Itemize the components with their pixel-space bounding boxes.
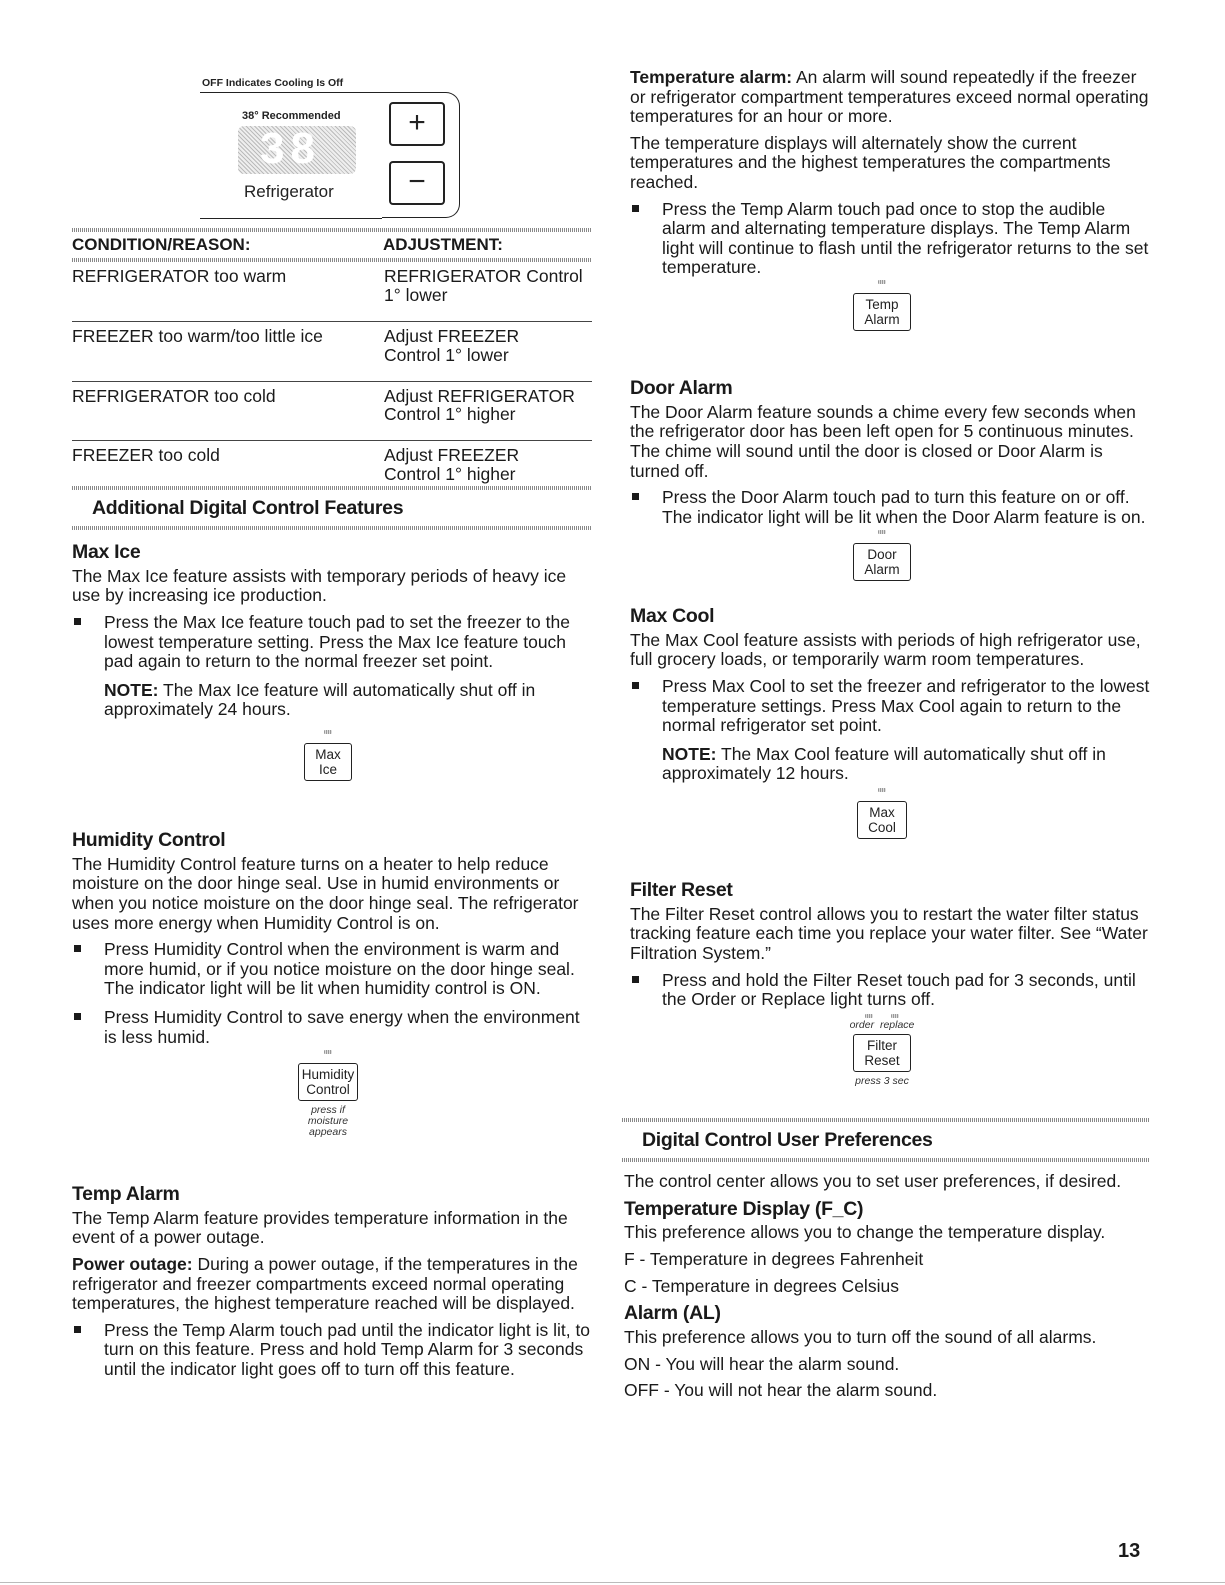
col-header-condition: CONDITION/REASON: [72, 235, 251, 254]
temp-alarm-continued [630, 68, 1150, 287]
celsius-line: C - Temperature in degrees Celsius [624, 1275, 899, 1296]
max-cool-section [630, 606, 1150, 791]
temperature-display-value: 38 [260, 124, 321, 173]
temperature-display-text: This preference allows you to change the temperature display. [624, 1222, 1106, 1243]
door-alarm-heading: Door Alarm [630, 377, 733, 399]
indicator-light-icon [878, 788, 886, 792]
max-ice-pad-group [288, 730, 368, 781]
indicator-light-icon [878, 530, 886, 534]
filter-reset-section [630, 880, 1150, 1019]
filter-reset-intro: The Filter Reset control allows you to restart the water filter status tracking feature each time you replace your water filter. See “Water Filtration System.” [630, 903, 1148, 964]
humidity-pad-group [280, 1050, 376, 1138]
max-ice-section [72, 542, 592, 727]
max-ice-note: NOTE: The Max Ice feature will automatically shut off in approximately 24 hours. [104, 679, 536, 720]
temp-alarm-intro: The Temp Alarm feature provides temperature information in the event of a power outage. [72, 1207, 568, 1248]
table-row: REFRIGERATOR too warm REFRIGERATOR Control 1° lower [72, 266, 583, 305]
list-item: Press and hold the Filter Reset touch pad for 3 seconds, until the Order or Replace light turns off. [630, 971, 1150, 1010]
bullet-icon [632, 976, 639, 983]
bullet-icon [74, 945, 81, 952]
door-alarm-section [630, 378, 1150, 536]
order-replace-labels: order replace [849, 1019, 915, 1031]
max-ice-button[interactable]: Max Ice [304, 743, 352, 781]
user-preferences-section [624, 1172, 1150, 1408]
recommended-label: 38° Recommended [242, 110, 341, 122]
bullet-icon [74, 618, 81, 625]
bottom-rule [0, 1582, 1225, 1583]
page-number: 13 [1118, 1540, 1141, 1562]
panel-caption-off: OFF Indicates Cooling Is Off [202, 77, 344, 89]
max-cool-button[interactable]: Max Cool [857, 801, 907, 839]
list-item: Press Humidity Control to save energy when the environment is less humid. [72, 1008, 592, 1047]
list-item: Press Humidity Control when the environment is warm and more humid, or if you notice moisture on the door hinge seal. The indicator light will be lit when humidity control is ON. [72, 940, 592, 999]
bullet-icon [74, 1013, 81, 1020]
filter-reset-pad-group [830, 1014, 934, 1087]
humidity-intro: The Humidity Control feature turns on a heater to help reduce moisture on the door hinge seal. Use in humid environments or when you notice moisture on the door hinge seal. The refrigerator uses more energy when Humidity Control is on. [72, 853, 579, 933]
humidity-heading: Humidity Control [72, 829, 226, 851]
refrigerator-control-panel [200, 78, 462, 220]
press-3-sec-caption: press 3 sec [855, 1075, 909, 1088]
indicator-light-icon [324, 1050, 332, 1054]
max-ice-intro: The Max Ice feature assists with temporary periods of heavy ice use by increasing ice production. [72, 565, 567, 606]
adjustment-table-body [72, 262, 592, 500]
list-item: Press Max Cool to set the freezer and refrigerator to the lowest temperature settings. Press Max Cool again to return to the normal refrigerator set point. [630, 677, 1150, 736]
bullet-icon [74, 1326, 81, 1333]
bullet-icon [632, 493, 639, 500]
max-cool-pad-group [842, 788, 922, 839]
humidity-section [72, 830, 592, 1056]
additional-features-header [72, 486, 592, 530]
list-item: Press the Door Alarm touch pad to turn this feature on or off. The indicator light will be lit when the Door Alarm feature is on. [630, 488, 1150, 527]
minus-button[interactable]: − [389, 161, 445, 205]
plus-button[interactable]: + [389, 102, 445, 146]
list-item: Press the Max Ice feature touch pad to set the freezer to the lowest temperature setting. Press the Max Ice feature touch pad again to return to the normal freezer set point. [72, 613, 592, 672]
door-alarm-button[interactable]: Door Alarm [853, 543, 910, 581]
max-cool-heading: Max Cool [630, 605, 715, 627]
alarm-on-line: ON - You will hear the alarm sound. [624, 1353, 900, 1374]
table-row: FREEZER too cold Adjust FREEZER Control 1° higher [72, 441, 592, 500]
bullet-icon [632, 682, 639, 689]
table-row: REFRIGERATOR too cold Adjust REFRIGERATOR Control 1° higher [72, 381, 592, 441]
filter-reset-button[interactable]: Filter Reset [853, 1034, 910, 1072]
max-cool-intro: The Max Cool feature assists with periods of high refrigerator use, full grocery loads, or temporarily warm room temperatures. [630, 629, 1141, 670]
list-item: Press the Temp Alarm touch pad once to stop the audible alarm and alternating temperature displays. The Temp Alarm light will continue to flash until the refrigerator returns to the set temperature. [630, 200, 1150, 278]
section-title: Additional Digital Control Features [92, 497, 404, 519]
user-preferences-header [622, 1118, 1150, 1162]
alarm-text: This preference allows you to turn off the sound of all alarms. [624, 1327, 1097, 1348]
table-row: FREEZER too warm/too little ice Adjust FREEZER Control 1° lower [72, 321, 592, 381]
replace-light-icon [891, 1014, 899, 1018]
section-title: Digital Control User Preferences [642, 1129, 933, 1151]
max-ice-heading: Max Ice [72, 541, 141, 563]
temperature-displays-text: The temperature displays will alternately show the current temperatures and the highest temperatures the compartments reached. [630, 132, 1111, 192]
alarm-heading: Alarm (AL) [624, 1302, 721, 1325]
max-cool-note: NOTE: The Max Cool feature will automatically shut off in approximately 12 hours. [662, 743, 1106, 784]
power-outage-text: Power outage: During a power outage, if the temperatures in the refrigerator and freezer compartments exceed normal operating temperatures, the highest temperature reached will be displayed. [72, 1254, 578, 1314]
door-alarm-intro: The Door Alarm feature sounds a chime every few seconds when the refrigerator door has been left open for 5 continuous minutes. The chime will sound until the door is closed or Door Alarm is turned off. [630, 401, 1136, 481]
temperature-alarm-text: Temperature alarm: An alarm will sound repeatedly if the freezer or refrigerator compartment temperatures exceed normal operating temperatures for an hour or more. [630, 67, 1149, 127]
refrigerator-label: Refrigerator [244, 182, 334, 201]
alarm-off-line: OFF - You will not hear the alarm sound. [624, 1380, 938, 1401]
indicator-light-icon [324, 730, 332, 734]
prefs-intro: The control center allows you to set user preferences, if desired. [624, 1171, 1122, 1191]
door-alarm-pad-group [842, 530, 922, 581]
temp-alarm-pad-group [842, 280, 922, 331]
fahrenheit-line: F - Temperature in degrees Fahrenheit [624, 1249, 924, 1270]
humidity-control-button[interactable]: Humidity Control [298, 1063, 359, 1101]
temp-alarm-section [72, 1184, 592, 1389]
temp-alarm-button[interactable]: Temp Alarm [853, 293, 910, 331]
bullet-icon [632, 205, 639, 212]
adjustment-table-wrap [72, 228, 592, 500]
adjustment-table [72, 232, 592, 258]
list-item: Press the Temp Alarm touch pad until the indicator light is lit, to turn on this feature. Press and hold Temp Alarm for 3 seconds until the indicator light goes off to turn off this feature. [72, 1321, 592, 1380]
indicator-light-icon [878, 280, 886, 284]
temp-alarm-heading: Temp Alarm [72, 1183, 180, 1205]
order-light-icon [865, 1014, 873, 1018]
temperature-display-heading: Temperature Display (F_C) [624, 1197, 864, 1220]
filter-reset-heading: Filter Reset [630, 879, 733, 901]
col-header-adjustment: ADJUSTMENT: [383, 235, 503, 254]
humidity-caption: press if moisture appears [307, 1104, 349, 1139]
